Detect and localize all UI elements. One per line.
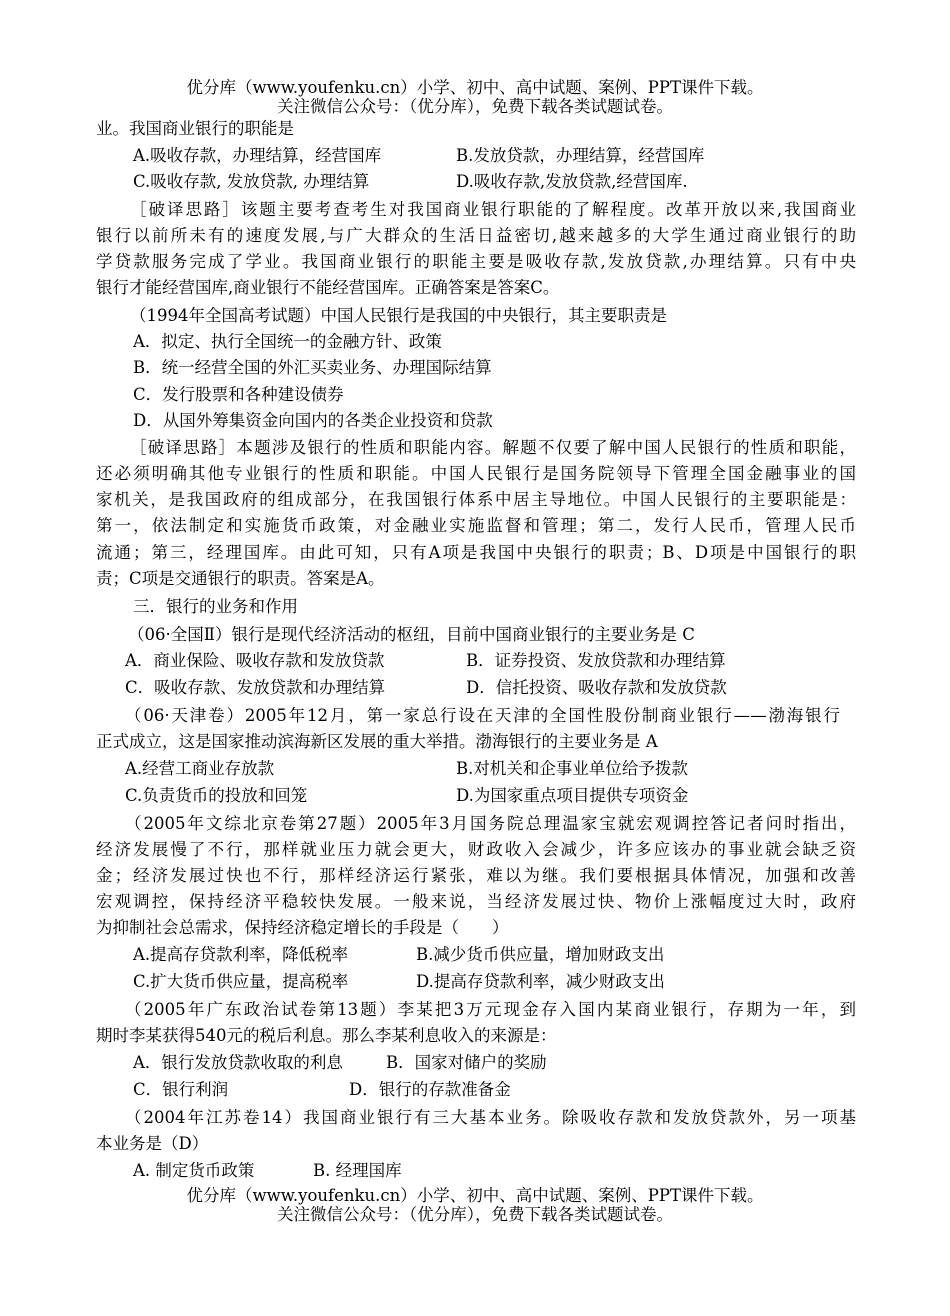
analysis-line: 责；C项是交通银行的职责。答案是A。 bbox=[96, 569, 385, 588]
section-heading: 三．银行的业务和作用 bbox=[133, 597, 298, 616]
option-b: B.对机关和企事业单位给予拨款 bbox=[456, 759, 688, 778]
option-c: C．吸收存款、发放贷款和办理结算 bbox=[125, 678, 386, 697]
option-b: B．国家对储户的奖励 bbox=[386, 1053, 547, 1072]
option-b: B.发放贷款，办理结算，经营国库 bbox=[456, 146, 705, 165]
analysis-line: 家机关，是我国政府的组成部分，在我国银行体系中居主导地位。中国人民银行的主要职能是： bbox=[96, 490, 856, 509]
option-d: D.吸收存款,发放贷款,经营国库. bbox=[456, 172, 688, 191]
question-stem: 经济发展慢了不行，那样就业压力就会更大，财政收入会减少，许多应该办的事业就会缺乏资 bbox=[96, 840, 856, 859]
footer-line-2: 关注微信公众号：（优分库），免费下载各类试题试卷。 bbox=[277, 1205, 673, 1224]
option-d: D．信托投资、吸收存款和发放贷款 bbox=[466, 678, 727, 697]
question-stem: （2005年广东政治试卷第13题）李某把3万元现金存入国内某商业银行，存期为一年，到 bbox=[125, 1000, 856, 1019]
option-b: B.减少货币供应量，增加财政支出 bbox=[416, 945, 665, 964]
question-stem: 宏观调控，保持经济平稳较快发展。一般来说，当经济发展过快、物价上涨幅度过大时，政府 bbox=[96, 892, 856, 911]
option-c: C．发行股票和各种建设债券 bbox=[133, 385, 344, 404]
question-stem: （1994年全国高考试题）中国人民银行是我国的中央银行，其主要职责是 bbox=[130, 306, 667, 325]
question-stem: 金；经济发展过快也不行，那样经济运行紧张，难以为继。我们要根据具体情况，加强和改善 bbox=[96, 866, 856, 885]
option-d: D．银行的存款准备金 bbox=[349, 1080, 511, 1099]
question-stem: （2005年文综北京卷第27题）2005年3月国务院总理温家宝就宏观调控答记者问时指出， bbox=[125, 814, 856, 833]
option-d: D.为国家重点项目提供专项资金 bbox=[456, 786, 689, 805]
option-c: C.扩大货币供应量，提高税率 bbox=[133, 972, 349, 991]
question-stem: 本业务是（D） bbox=[96, 1134, 209, 1153]
analysis-line: 银行以前所未有的速度发展,与广大群众的生活日益密切,越来越多的大学生通过商业银行的助 bbox=[96, 226, 856, 245]
question-stem: 正式成立，这是国家推动滨海新区发展的重大举措。渤海银行的主要业务是 A bbox=[96, 732, 658, 751]
analysis-line: ［破译思路］该题主要考查考生对我国商业银行职能的了解程度。改革开放以来,我国商业 bbox=[130, 200, 856, 219]
option-d: D.提高存贷款利率，减少财政支出 bbox=[416, 972, 665, 991]
option-b: B．证券投资、发放贷款和办理结算 bbox=[466, 651, 726, 670]
question-stem: 为抑制社会总需求，保持经济稳定增长的手段是（ ） bbox=[96, 918, 509, 937]
option-c: C.负责货币的投放和回笼 bbox=[125, 786, 308, 805]
analysis-line: 学贷款服务完成了学业。我国商业银行的职能主要是吸收存款,发放贷款,办理结算。只有中央 bbox=[96, 252, 856, 271]
question-stem: 期时李某获得540元的税后利息。那么李某利息收入的来源是： bbox=[96, 1026, 557, 1045]
analysis-line: 流通；第三，经理国库。由此可知，只有A项是我国中央银行的职责；B、D项是中国银行的职 bbox=[96, 543, 856, 562]
option-a: A．银行发放贷款收取的利息 bbox=[133, 1053, 343, 1072]
analysis-line: 第一，依法制定和实施货币政策，对金融业实施监督和管理；第二，发行人民币，管理人民币 bbox=[96, 516, 856, 535]
option-a: A.提高存贷款利率，降低税率 bbox=[133, 945, 349, 964]
option-a: A. 制定货币政策 bbox=[133, 1161, 255, 1180]
option-c: C．银行利润 bbox=[133, 1080, 229, 1099]
header-line-2: 关注微信公众号：（优分库），免费下载各类试题试卷。 bbox=[277, 97, 673, 116]
question-stem: （06·天津卷）2005年12月，第一家总行设在天津的全国性股份制商业银行——渤海银行 bbox=[125, 706, 840, 725]
option-b: B．统一经营全国的外汇买卖业务、办理国际结算 bbox=[133, 358, 492, 377]
option-c: C.吸收存款, 发放贷款, 办理结算 bbox=[133, 172, 370, 191]
question-stem: （2004年江苏卷14）我国商业银行有三大基本业务。除吸收存款和发放贷款外，另一项基 bbox=[125, 1108, 856, 1127]
text-line: 业。我国商业银行的职能是 bbox=[96, 119, 294, 138]
header-line-1: 优分库（www.youfenku.cn）小学、初中、高中试题、案例、PPT课件下载。 bbox=[186, 78, 764, 97]
option-d: D．从国外筹集资金向国内的各类企业投资和贷款 bbox=[133, 411, 493, 430]
option-a: A.吸收存款，办理结算，经营国库 bbox=[133, 146, 382, 165]
option-a: A．拟定、执行全国统一的金融方针、政策 bbox=[133, 332, 442, 351]
option-a: A．商业保险、吸收存款和发放贷款 bbox=[125, 651, 385, 670]
analysis-line: ［破译思路］本题涉及银行的性质和职能内容。解题不仅要了解中国人民银行的性质和职能， bbox=[130, 438, 856, 457]
footer-line-1: 优分库（www.youfenku.cn）小学、初中、高中试题、案例、PPT课件下载。 bbox=[186, 1186, 764, 1205]
analysis-line: 银行才能经营国库,商业银行不能经营国库。正确答案是答案C。 bbox=[96, 278, 560, 297]
question-stem: （06·全国Ⅱ）银行是现代经济活动的枢纽，目前中国商业银行的主要业务是 C bbox=[128, 625, 695, 644]
analysis-line: 还必须明确其他专业银行的性质和职能。中国人民银行是国务院领导下管理全国金融事业的国 bbox=[96, 464, 856, 483]
option-a: A.经营工商业存放款 bbox=[125, 759, 275, 778]
option-b: B. 经理国库 bbox=[313, 1161, 402, 1180]
